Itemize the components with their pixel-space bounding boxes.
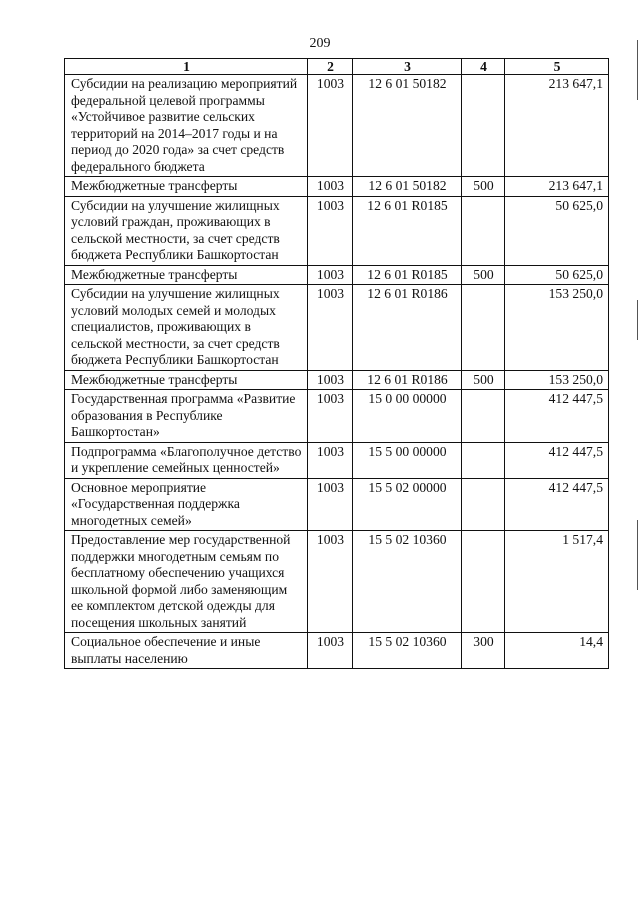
cell-section-code: 1003 [308,177,353,197]
cell-name: Субсидии на реализацию мероприятий федеральной целевой программы «Устойчивое развитие сельских территорий на 2014–2017 годы и на период до 2020 года» за счет средств федерального бюджета [65,75,308,177]
cell-target-article: 15 5 00 00000 [353,442,462,478]
cell-section-code: 1003 [308,75,353,177]
cell-name: Субсидии на улучшение жилищных условий молодых семей и молодых специалистов, проживающих в сельской местности, за счет средств бюджета Республики Башкортостан [65,285,308,371]
table-row [65,196,609,265]
cell-name: Государственная программа «Развитие образования в Республике Башкортостан» [65,390,308,443]
column-header-4: 4 [462,59,505,75]
cell-expense-type [462,442,505,478]
table-row [65,285,609,371]
cell-name: Межбюджетные трансферты [65,370,308,390]
cell-target-article: 12 6 01 R0185 [353,196,462,265]
cell-expense-type [462,285,505,371]
cell-expense-type [462,531,505,633]
table-row [65,633,609,669]
cell-section-code: 1003 [308,478,353,531]
cell-amount: 412 447,5 [505,390,609,443]
cell-section-code: 1003 [308,633,353,669]
cell-target-article: 15 0 00 00000 [353,390,462,443]
cell-expense-type [462,390,505,443]
cell-expense-type: 500 [462,177,505,197]
cell-target-article: 12 6 01 50182 [353,75,462,177]
cell-section-code: 1003 [308,196,353,265]
column-header-5: 5 [505,59,609,75]
budget-table [64,58,609,669]
cell-name: Предоставление мер государственной поддержки многодетным семьям по бесплатному обеспечению учащихся школьной формой либо заменяющим ее комплектом детской одежды для посещения школьных занятий [65,531,308,633]
cell-target-article: 15 5 02 00000 [353,478,462,531]
cell-amount: 412 447,5 [505,442,609,478]
cell-amount: 1 517,4 [505,531,609,633]
scan-edge-mark [637,40,638,100]
cell-amount: 50 625,0 [505,196,609,265]
cell-name: Субсидии на улучшение жилищных условий граждан, проживающих в сельской местности, за счет средств бюджета Республики Башкортостан [65,196,308,265]
cell-name: Основное мероприятие «Государственная поддержка многодетных семей» [65,478,308,531]
table-header-row [65,59,609,75]
cell-section-code: 1003 [308,442,353,478]
table-row [65,370,609,390]
column-header-2: 2 [308,59,353,75]
cell-target-article: 12 6 01 R0185 [353,265,462,285]
cell-name: Подпрограмма «Благополучное детство и укрепление семейных ценностей» [65,442,308,478]
cell-target-article: 12 6 01 R0186 [353,370,462,390]
cell-amount: 153 250,0 [505,285,609,371]
cell-amount: 14,4 [505,633,609,669]
cell-section-code: 1003 [308,285,353,371]
cell-section-code: 1003 [308,265,353,285]
cell-section-code: 1003 [308,370,353,390]
table-row [65,478,609,531]
cell-section-code: 1003 [308,531,353,633]
cell-name: Межбюджетные трансферты [65,265,308,285]
cell-name: Социальное обеспечение и иные выплаты населению [65,633,308,669]
table-row [65,390,609,443]
table-body [65,75,609,669]
cell-expense-type: 500 [462,265,505,285]
cell-target-article: 12 6 01 R0186 [353,285,462,371]
table-row [65,531,609,633]
cell-expense-type [462,196,505,265]
cell-amount: 213 647,1 [505,75,609,177]
scan-edge-mark [637,300,638,340]
table-row [65,177,609,197]
cell-section-code: 1003 [308,390,353,443]
cell-expense-type: 300 [462,633,505,669]
table-row [65,75,609,177]
column-header-3: 3 [353,59,462,75]
cell-target-article: 15 5 02 10360 [353,633,462,669]
cell-amount: 153 250,0 [505,370,609,390]
cell-amount: 412 447,5 [505,478,609,531]
cell-target-article: 15 5 02 10360 [353,531,462,633]
cell-expense-type: 500 [462,370,505,390]
page-number: 209 [309,36,331,51]
scan-edge-mark [637,520,638,590]
cell-amount: 213 647,1 [505,177,609,197]
cell-expense-type [462,478,505,531]
column-header-1: 1 [65,59,308,75]
cell-expense-type [462,75,505,177]
cell-name: Межбюджетные трансферты [65,177,308,197]
table-row [65,442,609,478]
table-row [65,265,609,285]
cell-amount: 50 625,0 [505,265,609,285]
cell-target-article: 12 6 01 50182 [353,177,462,197]
